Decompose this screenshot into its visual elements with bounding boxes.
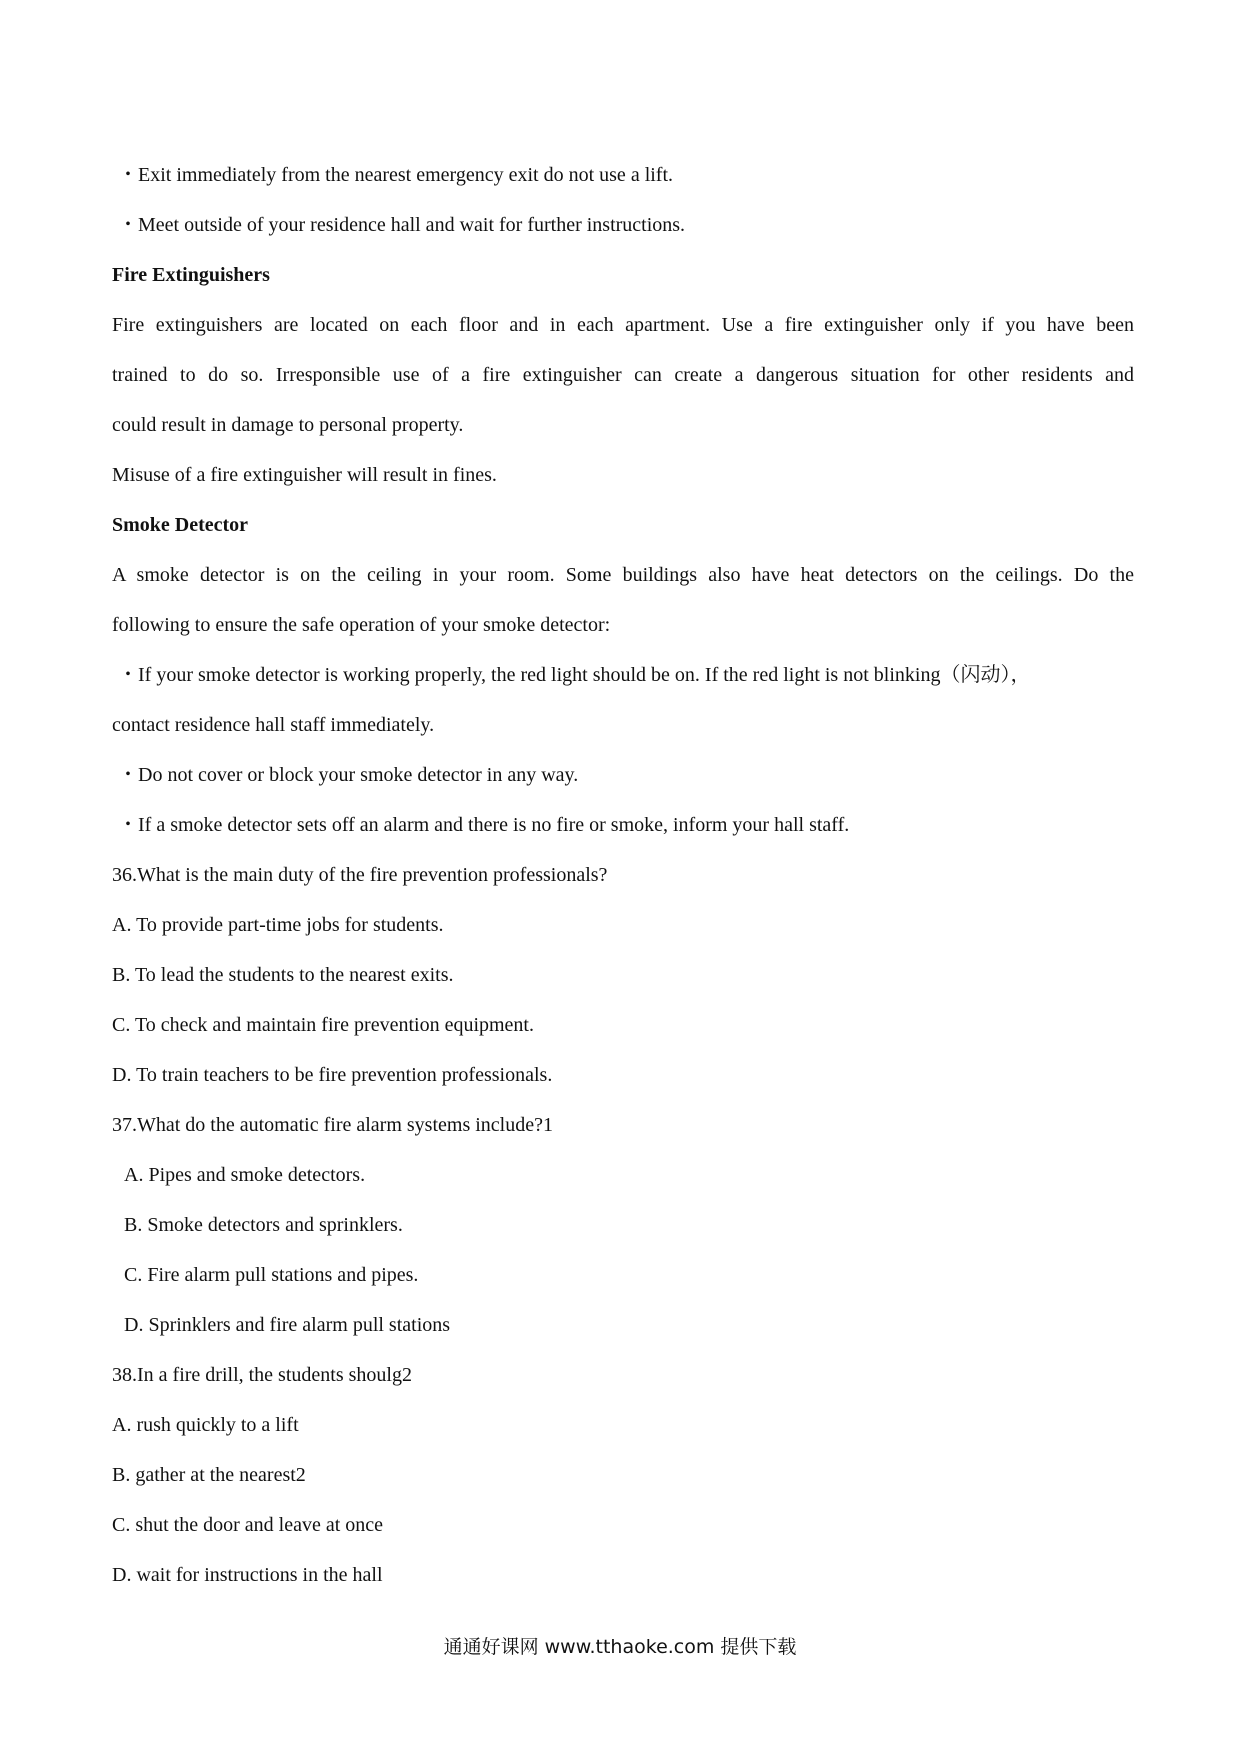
question-option: A. To provide part-time jobs for students. bbox=[112, 914, 444, 936]
paragraph-line: trained to do so. Irresponsible use of a fire extinguisher can create a dangerous situation for other residents and bbox=[112, 364, 1134, 386]
paragraph-line: Fire extinguishers are located on each floor and in each apartment. Use a fire extinguisher only if you have been bbox=[112, 314, 1134, 336]
question-option: C. To check and maintain fire prevention equipment. bbox=[112, 1014, 534, 1036]
bullet-meet-outside: ・Meet outside of your residence hall and wait for further instructions. bbox=[118, 214, 686, 236]
question-option: B. To lead the students to the nearest exits. bbox=[112, 964, 454, 986]
question-stem: 38.In a fire drill, the students shoulg2 bbox=[112, 1364, 412, 1386]
question-option: C. Fire alarm pull stations and pipes. bbox=[124, 1264, 419, 1286]
bullet-false-alarm: ・If a smoke detector sets off an alarm and there is no fire or smoke, inform your hall staff. bbox=[118, 814, 850, 836]
paragraph-line: A smoke detector is on the ceiling in your room. Some buildings also have heat detectors on the ceilings. Do the bbox=[112, 564, 1134, 586]
question-option: B. gather at the nearest2 bbox=[112, 1464, 306, 1486]
question-stem: 36.What is the main duty of the fire prevention professionals? bbox=[112, 864, 608, 886]
question-option: A. rush quickly to a lift bbox=[112, 1414, 299, 1436]
question-option: B. Smoke detectors and sprinklers. bbox=[124, 1214, 403, 1236]
bullet-do-not-cover: ・Do not cover or block your smoke detector in any way. bbox=[118, 764, 579, 786]
bullet-red-light: ・If your smoke detector is working properly, the red light should be on. If the red light is not blinking（闪动）， bbox=[118, 664, 1031, 686]
misuse-note: Misuse of a fire extinguisher will result in fines. bbox=[112, 464, 497, 486]
question-option: D. To train teachers to be fire prevention professionals. bbox=[112, 1064, 553, 1086]
question-option: C. shut the door and leave at once bbox=[112, 1514, 384, 1536]
question-stem: 37.What do the automatic fire alarm systems include?1 bbox=[112, 1114, 553, 1136]
bullet-exit-immediately: ・Exit immediately from the nearest emergency exit do not use a lift. bbox=[118, 164, 674, 186]
page-footer: 通通好课网 www.tthaoke.com 提供下载 bbox=[443, 1636, 797, 1658]
question-option: A. Pipes and smoke detectors. bbox=[124, 1164, 366, 1186]
heading-smoke-detector: Smoke Detector bbox=[112, 514, 249, 536]
question-option: D. Sprinklers and fire alarm pull stations bbox=[124, 1314, 451, 1336]
paragraph-line: following to ensure the safe operation of your smoke detector: bbox=[112, 614, 611, 636]
question-option: D. wait for instructions in the hall bbox=[112, 1564, 383, 1586]
heading-fire-extinguishers: Fire Extinguishers bbox=[112, 264, 270, 286]
document-body bbox=[112, 150, 1134, 1600]
paragraph-line: could result in damage to personal property. bbox=[112, 414, 464, 436]
bullet-red-light-continued: contact residence hall staff immediately. bbox=[112, 714, 435, 736]
